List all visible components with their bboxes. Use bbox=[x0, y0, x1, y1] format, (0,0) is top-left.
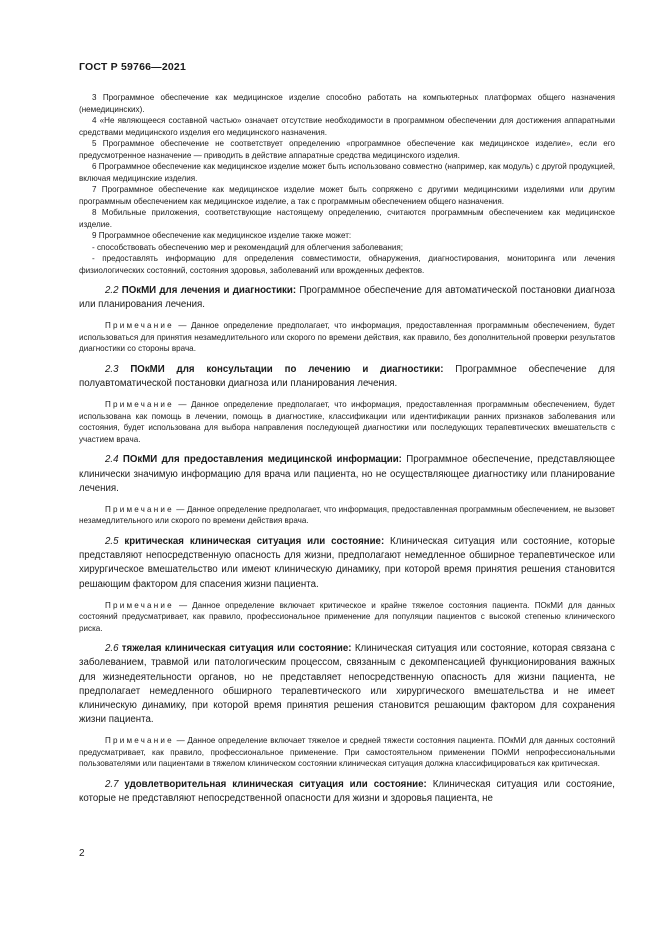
note-text: — Данное определение предполагает, что информация, предоставленная программным обеспечением, будет использована как помощь в лечении, помощь в диагностике, классификации или идентификации ранних признаков заболевания или состояния, будет использована для выбора направления последующей диагностики или последующих терапевтических вмешательств с участием врача. bbox=[79, 400, 615, 444]
term-text: Программное обеспечение для полуавтоматической постановки диагноза или планирования лечения. bbox=[79, 363, 615, 390]
document-header: ГОСТ Р 59766—2021 bbox=[79, 61, 187, 73]
term-note bbox=[79, 320, 615, 355]
term-number: 2.5 bbox=[105, 535, 119, 547]
term-number: 2.4 bbox=[105, 454, 119, 466]
term-number: 2.6 bbox=[105, 643, 119, 655]
note-text: — Данное определение включает тяжелое и средней тяжести состояния пациента. ПОкМИ для данных состояний предусматривает, как правило, профессиональное применение. При самостоятельном применении ПОкМИ непрофессиональными пользователями или пациентами в тяжелом клиническом состоянии клиническая ситуация должна классифицироваться как критическая. bbox=[79, 736, 615, 769]
term-definition bbox=[79, 363, 615, 391]
term-definition bbox=[79, 535, 615, 592]
term-note bbox=[79, 600, 615, 635]
note-paragraph: 9 Программное обеспечение как медицинское изделие также может: bbox=[92, 231, 352, 240]
note-text: — Данное определение предполагает, что информация, предоставленная программным обеспечением, не вызовет незамедлительного или скорого по времени действия врача. bbox=[79, 504, 615, 526]
term-number: 2.2 bbox=[105, 285, 119, 296]
term-name: тяжелая клиническая ситуация или состояние: bbox=[121, 643, 352, 655]
note-paragraph: 4 «Не являющееся составной частью» означает отсутствие необходимости в программном обеспечении для достижения аппаратными средствами медицинского изделия его медицинского назначения. bbox=[79, 116, 615, 137]
term-note bbox=[79, 735, 615, 770]
term-definition bbox=[79, 642, 615, 727]
page-number: 2 bbox=[79, 848, 85, 859]
term-definition bbox=[79, 284, 615, 312]
note-label: Примечание bbox=[105, 736, 174, 746]
term-text: Программное обеспечение для автоматической постановки диагноза или планирования лечения. bbox=[79, 285, 615, 311]
note-text: — Данное определение предполагает, что информация, предоставленная программным обеспечением, будет использоваться для принятия незамедлительного или скорого по времени действия, как правило, без дополнительной проверки результатов диагностики со стороны врача. bbox=[79, 321, 615, 354]
term-text: Клиническая ситуация или состояние, которые представляют непосредственную опасность для жизни, предполагают немедленное обширное терапевтическое или хирургическое вмешательство или имеют клиническую динамику, при которой время принятия решения становится решающим фактором для спасения жизни пациента. bbox=[79, 535, 615, 590]
term-name: удовлетворительная клиническая ситуация или состояние: bbox=[124, 778, 427, 790]
note-list-item: - предоставлять информацию для определения совместимости, обнаружения, диагностирования, мониторинга или лечения физиологических состояний, состояния здоровья, заболеваний или врожденных дефектов. bbox=[79, 254, 615, 275]
term-name: ПОкМИ для консультации по лечению и диагностики: bbox=[130, 363, 444, 375]
note-label: Примечание bbox=[105, 600, 174, 610]
term-name: ПОкМИ для лечения и диагностики: bbox=[121, 285, 297, 296]
term-text: Клиническая ситуация или состояние, которая связана с заболеванием, травмой или патологическим процессом, связанным с декомпенсацией функционирования важных для жизнедеятельности органов, но не представляет непосредственную опасность для жизни пациента, не предполагает немедленного обширного терапевтического или хирургического вмешательства и не имеет клиническую динамику, при которой время принятия решения становится решающим фактором для сохранения жизни пациента. bbox=[79, 643, 615, 726]
term-name: критическая клиническая ситуация или состояние: bbox=[124, 535, 385, 547]
note-paragraph: 8 Мобильные приложения, соответствующие настоящему определению, считаются программным обеспечением как медицинское изделие. bbox=[79, 208, 615, 229]
note-label: Примечание bbox=[105, 504, 174, 514]
term-note bbox=[79, 504, 615, 527]
note-label: Примечание bbox=[105, 400, 174, 410]
note-paragraph: 3 Программное обеспечение как медицинское изделие способно работать на компьютерных платформах общего назначения (немедицинских). bbox=[79, 93, 615, 114]
note-paragraph: 5 Программное обеспечение не соответствует определению «программное обеспечение как медицинское изделие», если его предусмотренное назначение — приводить в действие аппаратные средства медицинского изделия. bbox=[79, 139, 615, 160]
term-definition bbox=[79, 778, 615, 806]
term-note bbox=[79, 399, 615, 445]
note-paragraph: 7 Программное обеспечение как медицинское изделие может быть сопряжено с другими медицинскими изделиями или другим программным обеспечением как медицинское изделие, а так с программным обеспечением общего назначения. bbox=[79, 185, 615, 206]
term-definition bbox=[79, 453, 615, 496]
note-paragraph: 6 Программное обеспечение как медицинское изделие может быть использовано совместно (например, как модуль) с другой продукцией, включая медицинские изделия. bbox=[79, 162, 615, 183]
note-label: Примечание bbox=[105, 321, 174, 331]
note-text: — Данное определение включает критическое и крайне тяжелое состояния пациента. ПОкМИ для данных состояний предусматривает, как правило, профессиональное применение для популяции пациентов с высокой степенью клинического риска. bbox=[79, 600, 615, 633]
term-number: 2.7 bbox=[105, 778, 119, 790]
term-name: ПОкМИ для предоставления медицинской информации: bbox=[122, 454, 402, 466]
term-text: Программное обеспечение, представляющее клинически значимую информацию для врача или пациента, но не осуществляющее диагностику или планирование лечения. bbox=[79, 454, 615, 494]
term-number: 2.3 bbox=[105, 363, 119, 375]
note-list-item: - способствовать обеспечению мер и рекомендаций для облегчения заболевания; bbox=[92, 242, 403, 252]
document-body bbox=[79, 92, 615, 806]
term-text: Клиническая ситуация или состояние, которые не представляют непосредственной опасности для жизни и здоровья пациента, не bbox=[79, 778, 615, 805]
